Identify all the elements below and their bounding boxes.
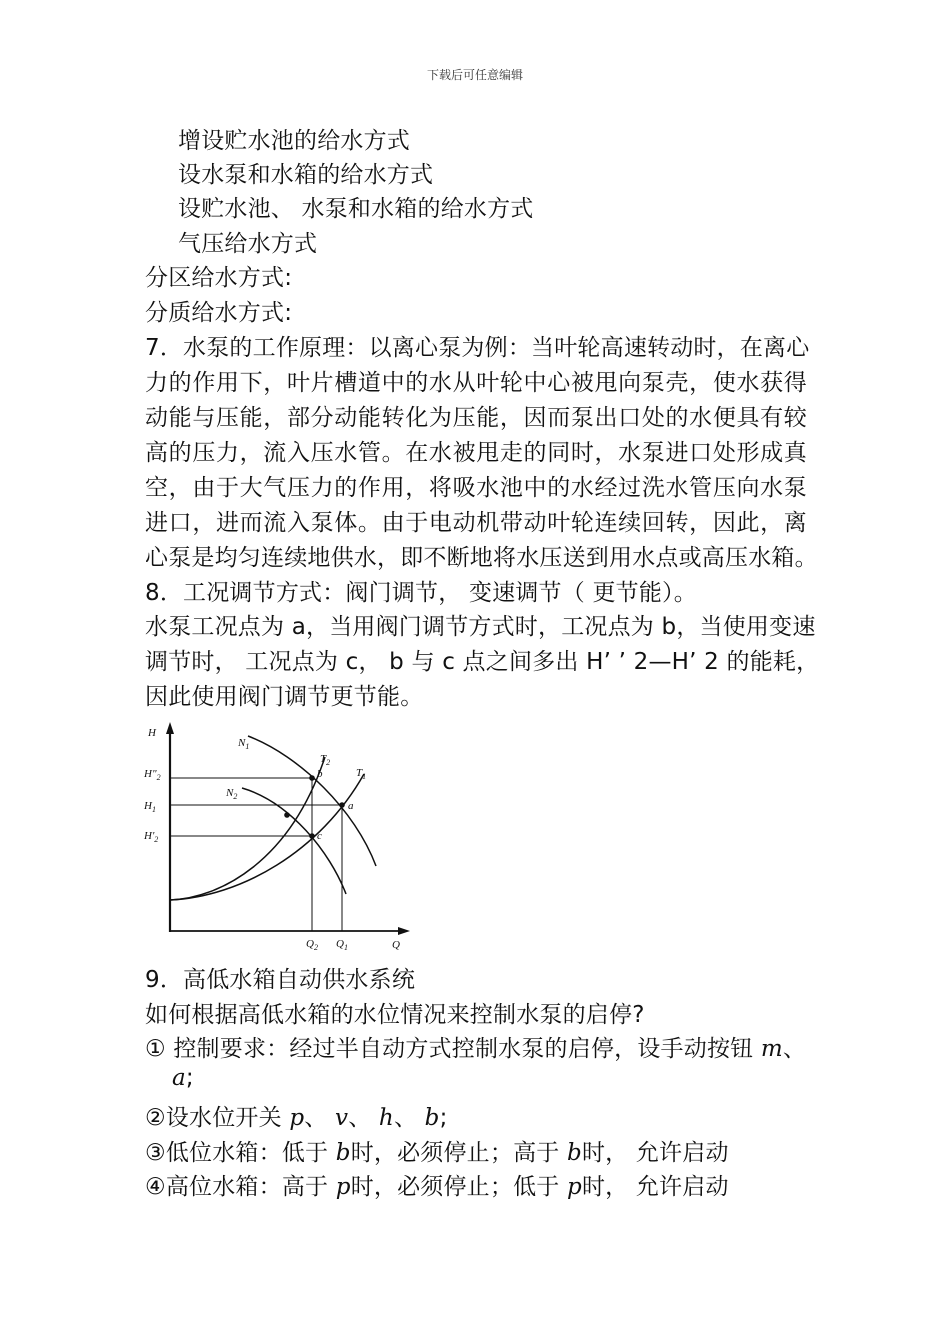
list-item: 增设贮水池的给水方式: [178, 128, 410, 154]
control-item-1-cont: a;: [172, 1065, 194, 1091]
item-number: ③: [145, 1140, 166, 1166]
paragraph-line: 水泵工况点为 a，当用阀门调节方式时，工况点为 b，当使用变速: [145, 614, 816, 640]
curve-t1: [170, 774, 364, 900]
list-item: 气压给水方式: [178, 231, 318, 257]
item-number: ②: [145, 1105, 166, 1131]
section-9-question: 如何根据高低水箱的水位情况来控制水泵的启停?: [145, 1002, 645, 1028]
paragraph-line: 心泵是均匀连续地供水，即不断地将水压送到用水点或高压水箱。: [145, 545, 818, 571]
control-item-2: ②设水位开关 p、 v、 h、 b;: [145, 1105, 448, 1131]
label-n2: N2: [226, 787, 238, 801]
zone-mode-heading: 分区给水方式:: [145, 265, 293, 291]
label-t1: T1: [356, 767, 367, 781]
intersection-marker: [284, 812, 290, 818]
axis-y-label: H: [148, 727, 156, 739]
section-8-title: 8．工况调节方式：阀门调节， 变速调节（ 更节能）。: [145, 580, 697, 606]
control-item-3: ③低位水箱：低于 b时，必须停止；高于 b时， 允许启动: [145, 1140, 729, 1166]
pump-curve-figure: [140, 722, 412, 954]
point-c-label: c: [317, 830, 322, 842]
label-t2: T2: [320, 753, 331, 767]
tick-h2pp: H"2: [144, 768, 161, 782]
paragraph-line: 7．水泵的工作原理：以离心泵为例：当叶轮高速转动时，在离心: [145, 335, 810, 361]
control-item-4: ④高位水箱：高于 p时，必须停止；低于 p时， 允许启动: [145, 1174, 729, 1200]
axis-x-label: Q: [392, 939, 400, 951]
control-item-1: ① 控制要求：经过半自动方式控制水泵的启停，设手动按钮 m、: [145, 1036, 807, 1062]
x-axis-arrow: [398, 927, 410, 935]
paragraph-line: 空，由于大气压力的作用，将吸水池中的水经过洗水管压向水泵: [145, 475, 807, 501]
label-n1: N1: [238, 737, 250, 751]
tick-h2p: H'2: [144, 830, 159, 844]
quality-mode-heading: 分质给水方式:: [145, 300, 293, 326]
curve-n2: [242, 788, 346, 894]
point-b-marker: [309, 775, 315, 781]
paragraph-line: 因此使用阀门调节更节能。: [145, 684, 424, 710]
paragraph-line: 力的作用下，叶片槽道中的水从叶轮中心被甩向泵壳，使水获得: [145, 370, 807, 396]
section-9-title: 9．高低水箱自动供水系统: [145, 967, 416, 993]
paragraph-line: 调节时， 工况点为 c， b 与 c 点之间多出 H’ ’ 2—H’ 2 的能耗，: [145, 649, 820, 675]
tick-q2: Q2: [306, 938, 318, 952]
tick-h1: H1: [144, 800, 156, 814]
page-header: 下载后可任意编辑: [426, 68, 523, 82]
list-item: 设贮水池、 水泵和水箱的给水方式: [178, 196, 534, 222]
paragraph-line: 高的压力，流入压水管。在水被甩走的同时，水泵进口处形成真: [145, 440, 807, 466]
tick-q1: Q1: [336, 938, 348, 952]
point-b-label: b: [317, 768, 323, 780]
list-item: 设水泵和水箱的给水方式: [178, 162, 434, 188]
pump-curve-diagram: [140, 722, 412, 954]
paragraph-line: 动能与压能，部分动能转化为压能，因而泵出口处的水便具有较: [145, 405, 807, 431]
item-number: ④: [145, 1174, 166, 1200]
point-c-marker: [309, 833, 315, 839]
y-axis-arrow: [166, 722, 174, 734]
paragraph-line: 进口，进而流入泵体。由于电动机带动叶轮连续回转，因此，离: [145, 510, 807, 536]
point-a-label: a: [348, 800, 354, 812]
point-a-marker: [339, 802, 345, 808]
item-number: ①: [145, 1036, 166, 1062]
